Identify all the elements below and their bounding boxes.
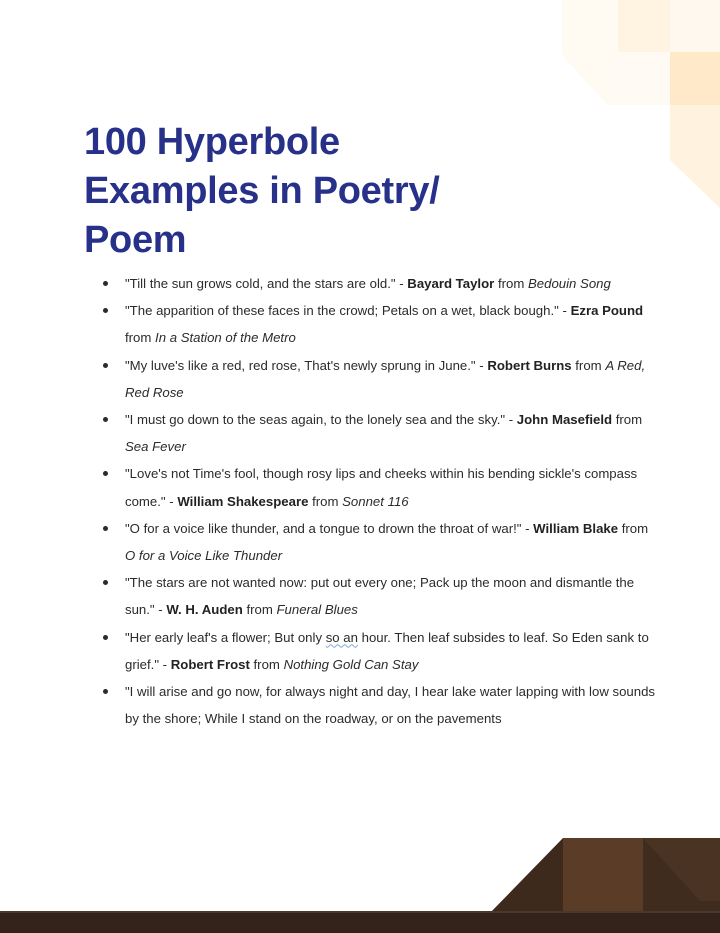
bullet-icon: [103, 281, 108, 286]
separator: -: [159, 656, 171, 672]
bullet-icon: [103, 308, 108, 313]
bullet-icon: [103, 635, 108, 640]
from-label: from: [242, 602, 277, 618]
title-line-3: Poem: [84, 219, 187, 261]
from-label: from: [308, 493, 343, 509]
quote-text: "The stars are not wanted now: put out every one; Pack up the moon and dismantle the sun.": [125, 575, 635, 618]
bullet-icon: [103, 689, 108, 694]
list-item: [100, 678, 660, 732]
list-item: [100, 297, 660, 351]
list-item: [100, 515, 660, 569]
bullet-icon: [103, 580, 108, 585]
list-item: [100, 624, 660, 678]
work-title: Nothing Gold Can Stay: [283, 656, 419, 672]
list-item: [100, 352, 660, 406]
bullet-icon: [103, 526, 108, 531]
work-title: Bedouin Song: [527, 276, 611, 291]
author-name: W. H. Auden: [166, 602, 243, 618]
quote-text: "My luve's like a red, red rose, That's newly sprung in June.": [125, 357, 476, 373]
work-title: Sea Fever: [125, 439, 186, 455]
quote-text: "O for a voice like thunder, and a tongue to drown the throat of war!": [125, 520, 522, 536]
work-title: A Red, Red Rose: [125, 357, 646, 400]
quote-text: "Love's not Time's fool, though rosy lips and cheeks within his bending sickle's compass come.": [125, 466, 638, 509]
decorative-tiles-graphic: [540, 0, 720, 220]
from-label: from: [618, 520, 649, 536]
quote-text-part: "Her early leaf's a flower; But only: [125, 629, 326, 645]
decorative-footer-shapes: [0, 823, 720, 933]
from-label: from: [494, 276, 528, 291]
author-name: Bayard Taylor: [407, 276, 495, 291]
list-item: [100, 406, 660, 460]
decorative-footer-band: [0, 823, 720, 933]
work-title: O for a Voice Like Thunder: [125, 548, 283, 564]
list-item: [100, 460, 660, 514]
author-name: William Shakespeare: [177, 493, 309, 509]
work-title: Funeral Blues: [276, 602, 358, 618]
decorative-tiles-top-right: [540, 0, 720, 220]
from-label: from: [571, 357, 606, 373]
from-label: from: [612, 412, 643, 428]
work-title: In a Station of the Metro: [155, 330, 296, 346]
from-label: from: [249, 656, 284, 672]
bullet-icon: [103, 417, 108, 422]
quote-text: "The apparition of these faces in the crowd; Petals on a wet, black bough.": [125, 303, 559, 319]
separator: -: [475, 357, 488, 373]
author-name: Ezra Pound: [570, 303, 644, 319]
footer-bar-edge: [0, 911, 720, 913]
separator: -: [154, 602, 167, 618]
quote-text: "I will arise and go now, for always night and day, I hear lake water lapping with low sounds by the shore; While I stand on the roadway, or on the pavements: [125, 684, 656, 727]
author-name: John Masefield: [516, 412, 613, 428]
bullet-icon: [103, 471, 108, 476]
separator: -: [505, 412, 517, 428]
from-label: from: [125, 330, 156, 346]
hyperbole-examples-list: [100, 270, 660, 732]
bullet-icon: [103, 363, 108, 368]
spellcheck-underlined-text: so an: [325, 629, 358, 645]
separator: -: [521, 520, 534, 536]
author-name: William Blake: [533, 520, 619, 536]
list-item: [100, 569, 660, 623]
footer-bar: [0, 913, 720, 933]
author-name: Robert Burns: [487, 357, 572, 373]
page-title: [84, 118, 524, 265]
quote-text: "Till the sun grows cold, and the stars are old.": [125, 276, 396, 291]
separator: -: [558, 303, 571, 319]
title-line-1: 100 Hyperbole: [84, 121, 340, 163]
quote-text-part: hour. Then leaf subsides to leaf. So Eden sank to grief.": [125, 629, 649, 672]
author-name: Robert Frost: [170, 656, 250, 672]
quote-text: "I must go down to the seas again, to the lonely sea and the sky.": [125, 412, 506, 428]
separator: -: [165, 493, 178, 509]
separator: -: [395, 276, 408, 291]
title-line-2: Examples in Poetry/: [84, 170, 440, 212]
list-item: [100, 270, 660, 297]
work-title: Sonnet 116: [342, 493, 409, 509]
